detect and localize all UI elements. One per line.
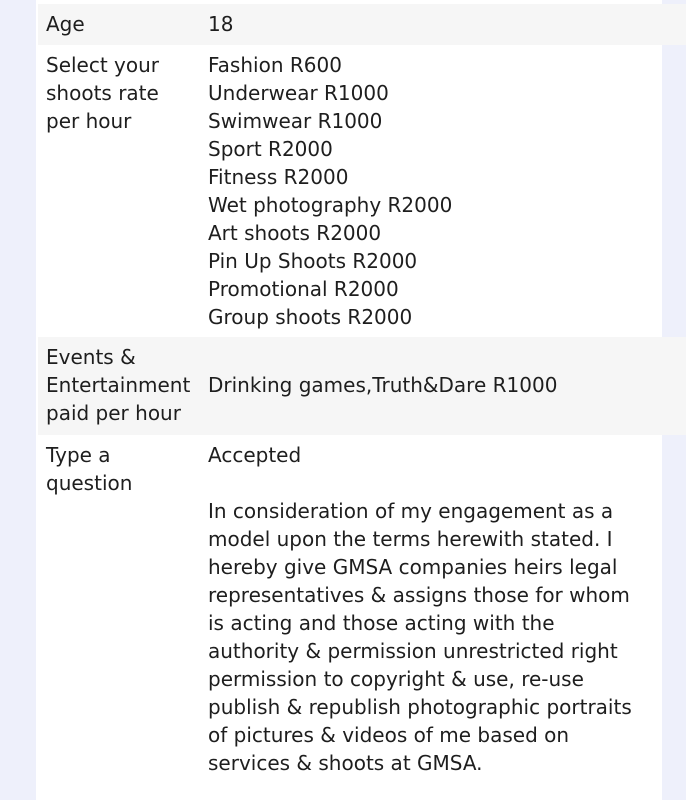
label-line: per hour [46,109,132,133]
rate-item: Underwear R1000 [208,81,389,105]
label-line: Entertainment [46,373,191,397]
label-line: Select your [46,53,160,77]
paragraph-line: of pictures & videos of me based on [208,723,570,747]
paragraph-line: permission to copyright & use, re-use [208,667,584,691]
label-line: shoots rate [46,81,159,105]
value-line: 18 [208,12,234,36]
value-line: Drinking games,Truth&Dare R1000 [208,373,558,397]
label-line: paid per hour [46,401,181,425]
rate-item: Art shoots R2000 [208,221,382,245]
label-line: Type a [46,443,111,467]
row-value [208,10,233,38]
status-text [208,441,301,469]
rate-item: Promotional R2000 [208,277,399,301]
value-line: Accepted [208,443,302,467]
row-age [38,4,686,45]
row-shoots-rate [38,45,686,337]
row-label [46,343,190,427]
paragraph-line: hereby give GMSA companies heirs legal [208,555,618,579]
label-line: Age [46,12,85,36]
rate-item: Fashion R600 [208,53,342,77]
rate-list [208,51,452,331]
paragraph-line: In consideration of my engagement as a [208,499,614,523]
paragraph-line: services & shoots at GMSA. [208,751,483,775]
rate-item: Swimwear R1000 [208,109,383,133]
row-events [38,337,686,435]
label-line: Events & [46,345,136,369]
paragraph-line: authority & permission unrestricted right [208,639,618,663]
rate-item: Pin Up Shoots R2000 [208,249,418,273]
paragraph-line: representatives & assigns those for whom [208,583,630,607]
row-value [208,371,557,399]
row-label [46,441,132,497]
paragraph-line: is acting and those acting with the [208,611,555,635]
paragraph-line: model upon the terms herewith stated. I [208,527,613,551]
paragraph-line: publish & republish photographic portraits [208,695,632,719]
rate-item: Group shoots R2000 [208,305,413,329]
rate-item: Wet photography R2000 [208,193,453,217]
details-card [36,0,662,800]
row-label [46,51,159,135]
rate-item: Sport R2000 [208,137,333,161]
rate-item: Fitness R2000 [208,165,349,189]
row-question [38,435,686,800]
row-label [46,10,85,38]
label-line: question [46,471,133,495]
consent-paragraph [208,497,658,777]
